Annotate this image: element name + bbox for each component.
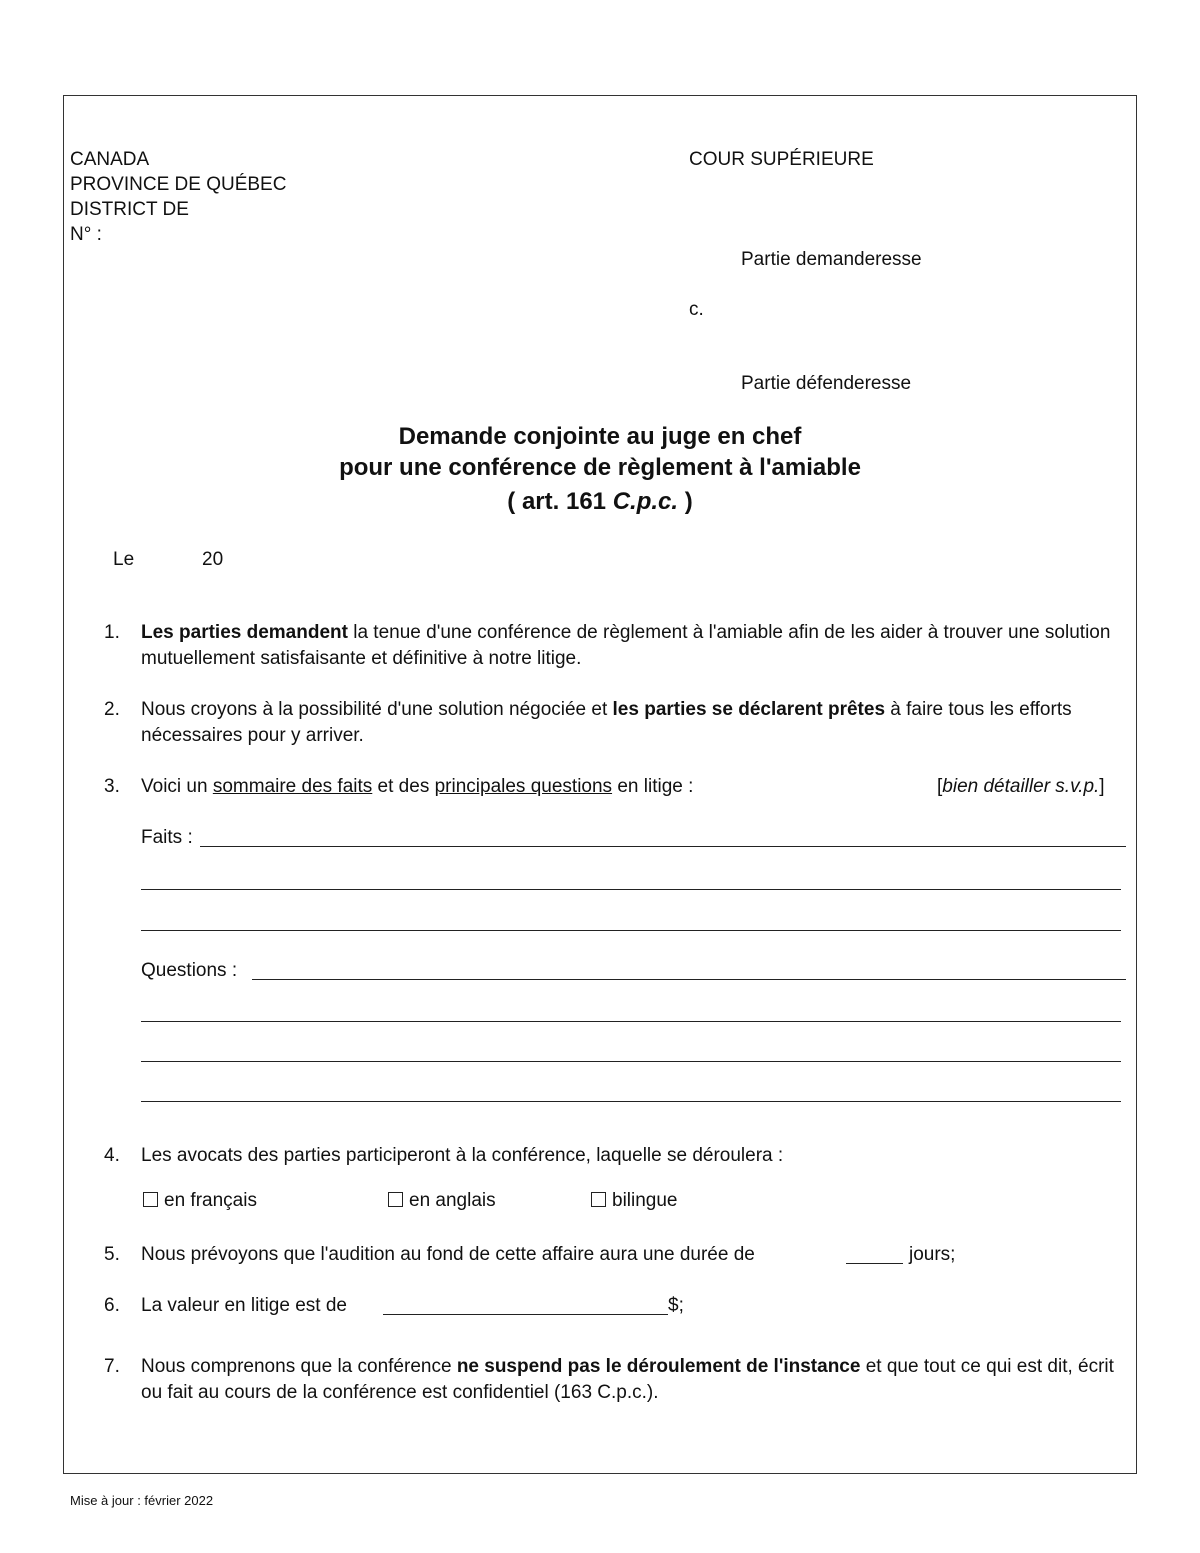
- item-6-suffix: $;: [668, 1295, 684, 1316]
- questions-line-2[interactable]: [141, 1021, 1121, 1022]
- defendant-label: Partie défenderesse: [741, 373, 912, 394]
- item-7-number: 7.: [104, 1356, 120, 1377]
- header-number: N° :: [70, 224, 102, 245]
- duration-blank[interactable]: [846, 1263, 903, 1264]
- item-5-number: 5.: [104, 1244, 120, 1265]
- title-line-3: ( art. 161 C.p.c. ): [507, 488, 693, 515]
- item-4-text: Les avocats des parties participeront à la conférence, laquelle se déroulera :: [141, 1145, 784, 1166]
- value-blank[interactable]: [383, 1314, 668, 1315]
- questions-line-4[interactable]: [141, 1101, 1121, 1102]
- item-7-text: Nous comprenons que la conférence ne suspend pas le déroulement de l'instance et que tout ce qui est dit, écrit ou fait au cours de la conférence est confidentiel (163 C.p.c.).: [141, 1356, 1114, 1403]
- faits-label: Faits :: [141, 827, 193, 848]
- header-canada: CANADA: [70, 149, 150, 170]
- option-bilingue[interactable]: bilingue: [591, 1188, 678, 1213]
- item-6-number: 6.: [104, 1295, 120, 1316]
- item-1-number: 1.: [104, 622, 120, 643]
- court-name: COUR SUPÉRIEURE: [689, 149, 874, 170]
- header-district: DISTRICT DE: [70, 199, 189, 220]
- header-province: PROVINCE DE QUÉBEC: [70, 174, 287, 195]
- item-5-text: Nous prévoyons que l'audition au fond de cette affaire aura une durée de: [141, 1244, 755, 1265]
- item-3-number: 3.: [104, 776, 120, 797]
- item-6-text: La valeur en litige est de: [141, 1295, 347, 1316]
- option-francais[interactable]: en français: [143, 1188, 257, 1213]
- item-4-number: 4.: [104, 1145, 120, 1166]
- checkbox-anglais[interactable]: [388, 1192, 403, 1207]
- plaintiff-label: Partie demanderesse: [741, 249, 922, 270]
- item-2-number: 2.: [104, 699, 120, 720]
- item-5-suffix: jours;: [909, 1244, 956, 1265]
- questions-label: Questions :: [141, 960, 238, 981]
- item-3-text: Voici un sommaire des faits et des principales questions en litige :: [141, 776, 694, 797]
- versus-label: c.: [689, 299, 704, 320]
- date-le: Le: [113, 549, 135, 570]
- faits-line-3[interactable]: [141, 930, 1121, 931]
- title-line-2: pour une conférence de règlement à l'amiable: [339, 454, 861, 481]
- item-2-text: Nous croyons à la possibilité d'une solution négociée et les parties se déclarent prêtes à faire tous les efforts nécessaires pour y arriver.: [141, 699, 1072, 746]
- title-line-1: Demande conjointe au juge en chef: [398, 423, 802, 450]
- update-footer: Mise à jour : février 2022: [70, 1493, 214, 1508]
- option-anglais[interactable]: en anglais: [388, 1188, 496, 1213]
- date-year: 20: [202, 549, 224, 570]
- checkbox-bilingue[interactable]: [591, 1192, 606, 1207]
- item-1-text: Les parties demandent la tenue d'une conférence de règlement à l'amiable afin de les aider à trouver une solution mutuellement satisfaisante et définitive à notre litige.: [141, 622, 1111, 669]
- questions-line-1[interactable]: [252, 979, 1126, 980]
- faits-line-1[interactable]: [200, 846, 1126, 847]
- faits-line-2[interactable]: [141, 889, 1121, 890]
- item-3-note: [bien détailler s.v.p.]: [937, 776, 1105, 797]
- questions-line-3[interactable]: [141, 1061, 1121, 1062]
- checkbox-francais[interactable]: [143, 1192, 158, 1207]
